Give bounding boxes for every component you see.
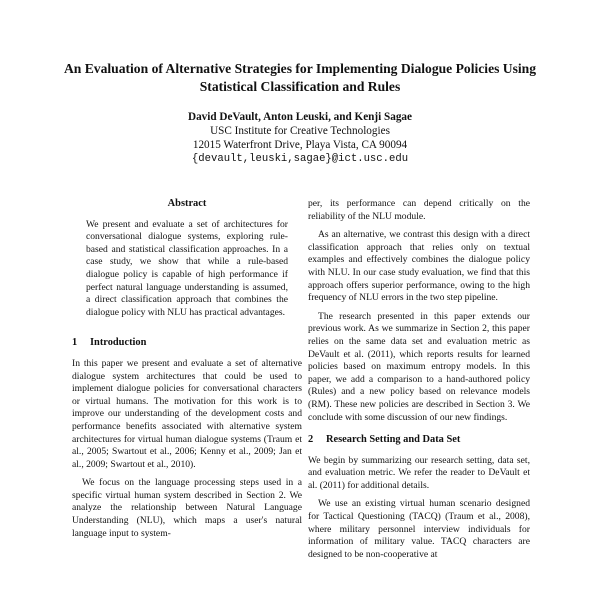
- section-1-number: 1: [72, 337, 78, 349]
- right-column: [308, 198, 530, 567]
- abstract-heading: Abstract: [167, 198, 207, 209]
- section-1-heading: [72, 337, 302, 350]
- section-1-title: Introduction: [90, 337, 147, 349]
- left-column: [72, 198, 302, 546]
- section-2-heading: [308, 434, 530, 447]
- affiliation: USC Institute for Creative Technologies: [210, 125, 390, 137]
- author-names: David DeVault, Anton Leuski, and Kenji Sagae: [187, 111, 412, 123]
- intro-paragraph-1: In this paper we present and evaluate a set of alternative dialogue system architectures that could be used to implement dialogue policies for conversational characters or virtual humans. The motivation for this work is to improve our understanding of the development costs and performance benefits associated with alternative system architectures for virtual human dialogue systems (Traum et al., 2005; Swartout et al., 2006; Kenny et al., 2009; Jan et al., 2009; Swartout et al., 2010).: [72, 357, 302, 470]
- email: {devault,leuski,sagae}@ict.usc.edu: [191, 153, 409, 165]
- abstract-text: We present and evaluate a set of architectures for conversational dialogue systems, exploring rule-based and statistical classification approaches. In a case study, we show that while a rule-based dialogue policy is capable of high performance if perfect natural language understanding is assumed, a direct classification approach that combines the dialogue policy with NLU has practical advantages.: [86, 218, 288, 318]
- author-block: [100, 110, 500, 166]
- right-paragraph-continued: per, its performance can depend critically on the reliability of the NLU module.: [308, 198, 530, 222]
- setting-paragraph-2: We use an existing virtual human scenario designed for Tactical Questioning (TACQ) (Traum et al., 2008), where military personnel interview individuals for information of military value. TACQ characters are designed to be non-cooperative at: [308, 498, 530, 560]
- right-paragraph-research: The research presented in this paper extends our previous work. As we summarize in Section 2, this paper relies on the same data set and evaluation metric as DeVault et al. (2011), which reports results for learned policies based on maximum entropy models. In this paper, we add a comparison to a hand-authored policy (Rules) and a new policy based on relevance models (RM). These new policies are described in Section 3. We conclude with some discussion of our new findings.: [308, 310, 530, 423]
- paper-title: An Evaluation of Alternative Strategies for Implementing Dialogue Policies Using Statistical Classification and Rules: [63, 61, 537, 94]
- section-2-number: 2: [308, 434, 314, 446]
- right-paragraph-alternative: As an alternative, we contrast this design with a direct classification approach that relies only on textual examples and effectively combines the dialogue policy with NLU. In our case study evaluation, we find that this approach offers superior performance, owing to the high frequency of NLU errors in the two step pipeline.: [308, 229, 530, 304]
- intro-paragraph-2: We focus on the language processing steps used in a specific virtual human system described in Section 2. We analyze the relationship between Natural Language Understanding (NLU), which maps a user's natural language input to system-: [72, 477, 302, 539]
- section-2-title: Research Setting and Data Set: [326, 434, 461, 446]
- address: 12015 Waterfront Drive, Playa Vista, CA 90094: [192, 139, 408, 151]
- setting-paragraph-1: We begin by summarizing our research setting, data set, and evaluation metric. We refer the reader to DeVault et al. (2011) for additional details.: [308, 454, 530, 491]
